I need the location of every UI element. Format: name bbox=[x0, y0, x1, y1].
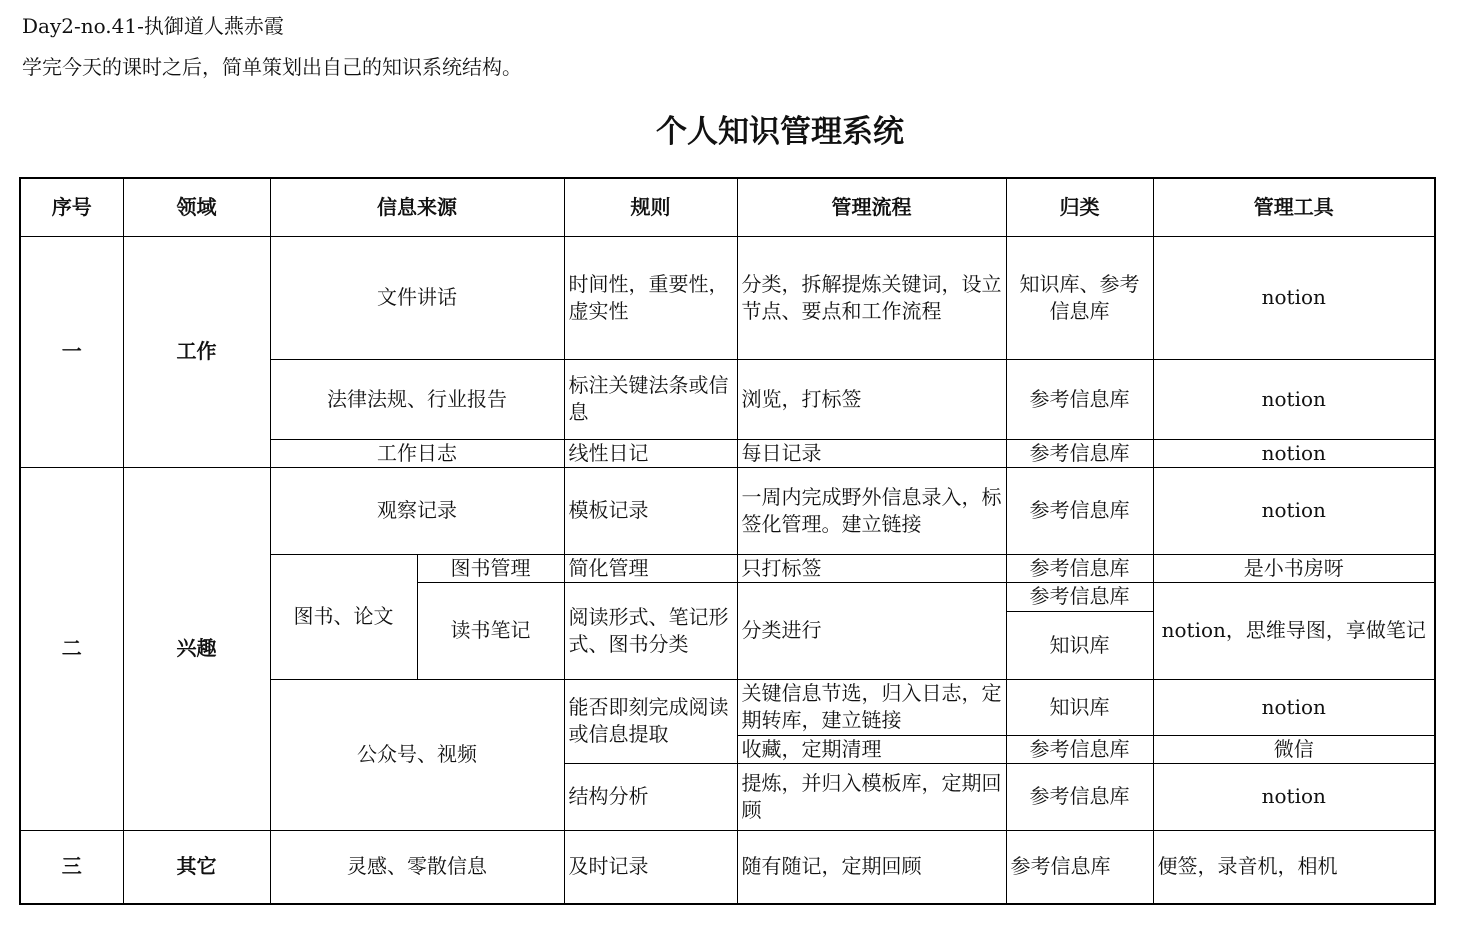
flow-cell: 只打标签 bbox=[737, 554, 1006, 582]
flow-cell: 浏览，打标签 bbox=[737, 359, 1006, 439]
intro-line-1: Day2-no.41-执御道人燕赤霞 bbox=[22, 14, 284, 38]
source-cell: 文件讲话 bbox=[270, 236, 564, 359]
header-no: 序号 bbox=[20, 178, 123, 236]
rule-cell: 简化管理 bbox=[564, 554, 737, 582]
category-cell: 知识库 bbox=[1006, 611, 1153, 679]
category-cell: 参考信息库 bbox=[1006, 582, 1153, 611]
category-cell: 参考信息库 bbox=[1006, 830, 1153, 904]
row-number: 三 bbox=[20, 830, 123, 904]
page-title: 个人知识管理系统 bbox=[656, 114, 904, 150]
row-domain: 其它 bbox=[123, 830, 270, 904]
tool-cell: notion bbox=[1153, 679, 1435, 735]
sub-source-cell: 图书管理 bbox=[417, 554, 564, 582]
tool-cell: notion，思维导图，享做笔记 bbox=[1153, 582, 1435, 679]
tool-cell: 便签，录音机，相机 bbox=[1153, 830, 1435, 904]
tool-cell: notion bbox=[1153, 359, 1435, 439]
flow-cell: 分类进行 bbox=[737, 582, 1006, 679]
category-cell: 知识库、参考信息库 bbox=[1006, 236, 1153, 359]
rule-cell: 标注关键法条或信息 bbox=[564, 359, 737, 439]
flow-cell: 分类，拆解提炼关键词，设立节点、要点和工作流程 bbox=[737, 236, 1006, 359]
category-cell: 参考信息库 bbox=[1006, 359, 1153, 439]
header-domain: 领域 bbox=[123, 178, 270, 236]
category-cell: 参考信息库 bbox=[1006, 467, 1153, 554]
rule-cell: 能否即刻完成阅读或信息提取 bbox=[564, 679, 737, 763]
rule-cell: 时间性，重要性，虚实性 bbox=[564, 236, 737, 359]
category-cell: 参考信息库 bbox=[1006, 735, 1153, 763]
flow-cell: 收藏，定期清理 bbox=[737, 735, 1006, 763]
tool-cell: notion bbox=[1153, 236, 1435, 359]
flow-cell: 提炼，并归入模板库，定期回顾 bbox=[737, 763, 1006, 830]
row-number: 二 bbox=[20, 467, 123, 830]
category-cell: 参考信息库 bbox=[1006, 439, 1153, 467]
header-row bbox=[20, 178, 1435, 236]
category-cell: 知识库 bbox=[1006, 679, 1153, 735]
intro-line-2: 学完今天的课时之后，简单策划出自己的知识系统结构。 bbox=[22, 55, 522, 79]
tool-cell: notion bbox=[1153, 763, 1435, 830]
tool-cell: 微信 bbox=[1153, 735, 1435, 763]
category-cell: 参考信息库 bbox=[1006, 763, 1153, 830]
sub-source-cell: 读书笔记 bbox=[417, 582, 564, 679]
table-row bbox=[20, 830, 1435, 904]
row-domain: 兴趣 bbox=[123, 467, 270, 830]
tool-cell: 是小书房呀 bbox=[1153, 554, 1435, 582]
source-cell: 图书、论文 bbox=[270, 554, 417, 679]
flow-cell: 关键信息节选，归入日志，定期转库，建立链接 bbox=[737, 679, 1006, 735]
flow-cell: 每日记录 bbox=[737, 439, 1006, 467]
rule-cell: 结构分析 bbox=[564, 763, 737, 830]
category-cell: 参考信息库 bbox=[1006, 554, 1153, 582]
rule-cell: 及时记录 bbox=[564, 830, 737, 904]
knowledge-table bbox=[19, 177, 1436, 905]
source-cell: 法律法规、行业报告 bbox=[270, 359, 564, 439]
header-tool: 管理工具 bbox=[1153, 178, 1435, 236]
header-source: 信息来源 bbox=[270, 178, 564, 236]
tool-cell: notion bbox=[1153, 439, 1435, 467]
source-cell: 公众号、视频 bbox=[270, 679, 564, 830]
flow-cell: 随有随记，定期回顾 bbox=[737, 830, 1006, 904]
rule-cell: 线性日记 bbox=[564, 439, 737, 467]
header-category: 归类 bbox=[1006, 178, 1153, 236]
rule-cell: 阅读形式、笔记形式、图书分类 bbox=[564, 582, 737, 679]
header-flow: 管理流程 bbox=[737, 178, 1006, 236]
source-cell: 观察记录 bbox=[270, 467, 564, 554]
table-row bbox=[20, 236, 1435, 359]
tool-cell: notion bbox=[1153, 467, 1435, 554]
source-cell: 灵感、零散信息 bbox=[270, 830, 564, 904]
rule-cell: 模板记录 bbox=[564, 467, 737, 554]
row-domain: 工作 bbox=[123, 236, 270, 467]
table-row bbox=[20, 467, 1435, 554]
row-number: 一 bbox=[20, 236, 123, 467]
source-cell: 工作日志 bbox=[270, 439, 564, 467]
header-rule: 规则 bbox=[564, 178, 737, 236]
flow-cell: 一周内完成野外信息录入，标签化管理。建立链接 bbox=[737, 467, 1006, 554]
